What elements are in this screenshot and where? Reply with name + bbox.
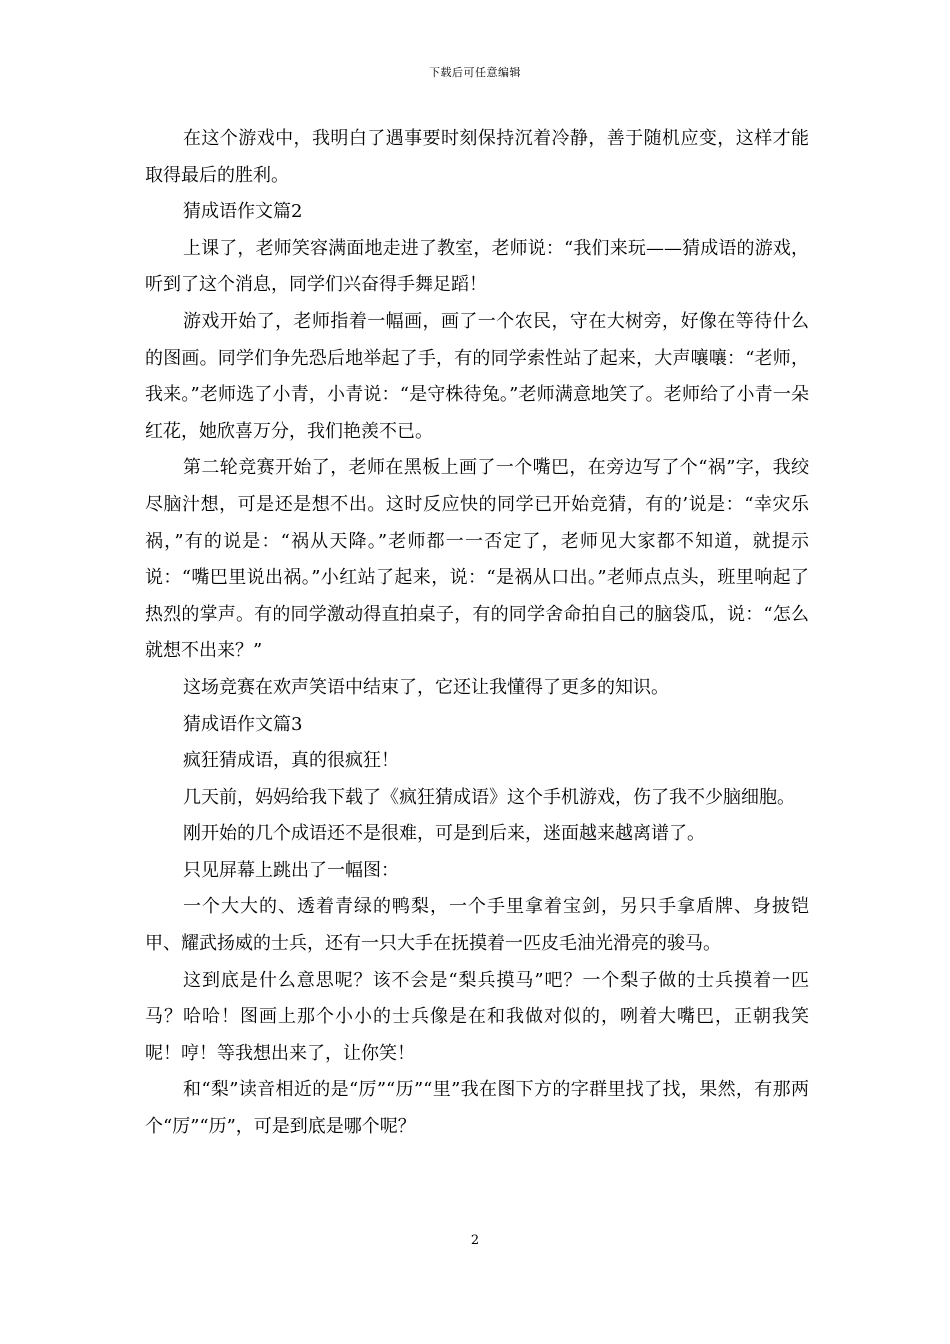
paragraph: 疯狂猜成语，真的很疯狂！: [183, 750, 399, 772]
document-body: [145, 121, 809, 1146]
paragraph: 这到底是什么意思呢？该不会是“梨兵摸马”吧？一个梨子做的士兵摸着一匹马？哈哈！图画上那个小小的士兵像是在和我做对似的，咧着大嘴巴，正朝我笑呢！哼！等我想出来了，让你笑！: [145, 969, 809, 1064]
page-header: 下载后可任意编辑: [429, 66, 521, 79]
paragraph: 几天前，妈妈给我下载了《疯狂猜成语》这个手机游戏，伤了我不少脑细胞。: [183, 786, 795, 808]
paragraph: 只见屏幕上跳出了一幅图：: [183, 859, 399, 881]
paragraph: 刚开始的几个成语还不是很难，可是到后来，迷面越来越离谱了。: [183, 823, 705, 845]
paragraph: 上课了，老师笑容满面地走进了教室，老师说：“我们来玩——猜成语的游戏，听到了这个消息，同学们兴奋得手舞足蹈！: [145, 237, 809, 296]
paragraph: 和“梨”读音相近的是“厉”“历”“里”我在图下方的字群里找了找，果然，有那两个“厉”“历”，可是到底是哪个呢？: [145, 1079, 809, 1138]
paragraph: 在这个游戏中，我明白了遇事要时刻保持沉着冷静，善于随机应变，这样才能取得最后的胜利。: [145, 128, 809, 186]
section-heading: 猜成语作文篇3: [183, 713, 303, 735]
paragraph: 这场竞赛在欢声笑语中结束了，它还让我懂得了更多的知识。: [183, 676, 669, 698]
section-heading: 猜成语作文篇2: [183, 201, 303, 223]
paragraph: 一个大大的、透着青绿的鸭梨，一个手里拿着宝剑，另只手拿盾牌、身披铠甲、耀武扬威的士兵，还有一只大手在抚摸着一匹皮毛油光滑亮的骏马。: [145, 896, 809, 955]
page-number: 2: [470, 1233, 480, 1248]
paragraph: 第二轮竞赛开始了，老师在黑板上画了一个嘴巴，在旁边写了个“祸”字，我绞尽脑汁想，可是还是想不出。这时反应快的同学已开始竞猜，有的’说是：“幸灾乐祸，”有的说是：“祸从天降。”老师都一一否定了，老师见大家都不知道，就提示说：“嘴巴里说出祸。”小红站了起来，说：“是祸从口出。”老师点点头，班里响起了热烈的掌声。有的同学激动得直拍桌子，有的同学舍命拍自己的脑袋瓜，说：“怎么就想不出来？”: [145, 457, 809, 662]
paragraph: 游戏开始了，老师指着一幅画，画了一个农民，守在大树旁，好像在等待什么的图画。同学们争先恐后地举起了手，有的同学索性站了起来，大声嚷嚷：“老师，我来。”老师选了小青，小青说：“是守株待兔。”老师满意地笑了。老师给了小青一朵红花，她欣喜万分，我们艳羡不已。: [145, 310, 809, 442]
